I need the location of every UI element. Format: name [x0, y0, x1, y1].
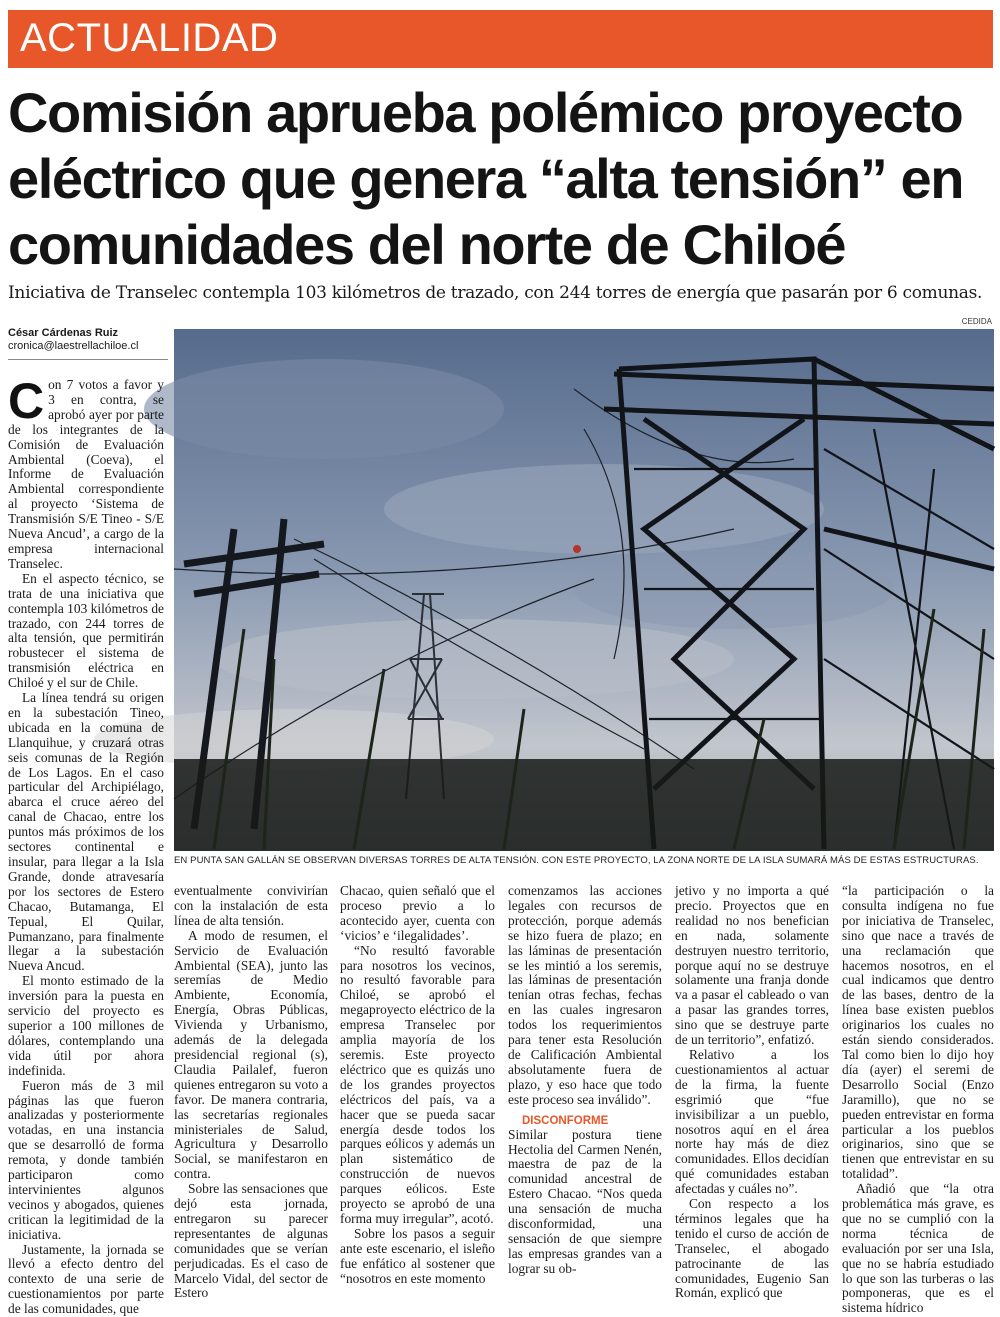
paragraph: “No resultó favorable para nosotros los vecinos, no resultó favorable para Chiloé, se aprobó el megaproyecto eléctrico de la empresa Transelec por amplia mayoría de los seremis. Este proyecto eléctrico que es quizás uno de los grandes proyectos eléctricos del país, va a hacer que se pueda sacar energía desde todos los parques eólicos y además un plan sistemático de construcción de nuevos parques eólicos. Este proyecto se aprobó de una forma muy irregular”, acotó. — [340, 942, 495, 1226]
section-banner — [8, 10, 993, 68]
article-column-6 — [842, 883, 994, 1316]
paragraph: Añadió que “la otra problemática más grave, es que no se cumplió con la norma técnica de evaluación por ser una Isla, que no se habría estudiado lo que son las turberas o las pomponeras, que es el sistema hídrico — [842, 1181, 994, 1316]
byline-email: cronica@laestrellachiloe.cl — [8, 340, 139, 352]
paragraph: En el aspecto técnico, se trata de una iniciativa que contempla 103 kilómetros de trazado, con 244 torres de alta tensión, que permitirán robustecer el sistema de transmisión eléctrica en Chiloé y el sur de Chile. — [8, 570, 164, 691]
photo-credit: CEDIDA — [961, 317, 992, 326]
article-photo — [174, 329, 994, 851]
paragraph: Fueron más de 3 mil páginas las que fueron analizadas y posteriormente votadas, en una instancia que se desarrolló de forma remota, y donde también participaron como intervinientes algunos vecinos y abogados, quienes critican la legitimidad de la iniciativa. — [8, 1077, 164, 1242]
article-column-2 — [174, 883, 328, 1301]
paragraph: comenzamos las acciones legales con recursos de protección, porque además se hizo fuera de plazo; en las láminas de presentación se les mintió a los seremis, las láminas de presentación tenían otras fechas, fechas en las cuales ingresaron todos los requerimientos para tener esta Resolución de Calificación Ambiental absolutamente fuera de plazo, y eso hace que todo este proceso sea inválido”. — [508, 883, 662, 1107]
paragraph: La línea tendrá su origen en la subestación Tineo, ubicada en la comuna de Llanquihue, y cruzará otras seis comunas de la Región de Los Lagos. En el caso particular del Archipiélago, abarca el cruce aéreo del canal de Chacao, entre los puntos más próximos de los sectores continental e insular, para llegar a la Isla Grande, donde atravesaría por los sectores de Estero Chacao, Butamanga, El Tepual, El Quilar, Pumanzano, para finalmente llegar a la subestación Nueva Ancud. — [8, 690, 164, 974]
byline-author: César Cárdenas Ruiz — [8, 327, 119, 339]
byline — [8, 327, 168, 360]
section-label: ACTUALIDAD — [20, 16, 279, 60]
dropcap: C — [8, 373, 45, 429]
power-towers-illustration — [174, 329, 994, 851]
article-column-4 — [508, 884, 662, 1294]
photo-caption: EN PUNTA SAN GALLÁN SE OBSERVAN DIVERSAS TORRES DE ALTA TENSIÓN. CON ESTE PROYECTO, LA ZONA NORTE DE LA ISLA SUMARÁ MÁS DE ESTAS ESTRUCTURAS. — [174, 855, 979, 866]
paragraph: Similar postura tiene Hectolia del Carmen Nenén, maestra de paz de la comunidad ancestral de Estero Chacao. “Nos queda una sensación de mucha disconformidad, una sensación de que siempre las empresas grandes van a lograr su ob- — [508, 1126, 662, 1276]
headline: Comisión aprueba polémico proyecto eléctrico que genera “alta tensión” en comunidades del norte de Chiloé — [8, 81, 964, 276]
section-subtitle: DISCONFORME — [522, 1114, 609, 1127]
paragraph: Relativo a los cuestionamientos al actuar de la firma, la fuente esgrimió que “fue invisibilizar a un pueblo, nosotros aquí en el área norte hay más de diez comunidades. Ellos decidían qué comunidades estaban afectadas y cuáles no”. — [675, 1046, 829, 1197]
paragraph: Justamente, la jornada se llevó a efecto dentro del contexto de una serie de cuestionamientos por parte de las comunidades, que — [8, 1241, 164, 1317]
article-column-3 — [340, 884, 495, 1294]
paragraph: “la participación o la consulta indígena no fue por iniciativa de Transelec, sino que nace a través de una reclamación que hacemos nosotros, en el cual indicamos que dentro de las bases, dentro de la línea base existen pueblos originarios los cuales no están siendo considerados. Tal como bien lo dijo hoy día (ayer) el seremi de Desarrollo Social (Enzo Jaramillo), que no se pueden entrevistar en forma particular a los pueblos originarios, sino que se tienen que entrevistar en su totalidad”. — [842, 883, 994, 1182]
paragraph: Con respecto a los términos legales que ha tenido el curso de acción de Transelec, el abogado patrocinante de las comunidades, Eugenio San Román, explicó que — [675, 1196, 829, 1301]
paragraph — [8, 373, 164, 572]
paragraph: El monto estimado de la inversión para la puesta en servicio del proyecto es superior a 100 millones de dólares, contemplando una vida útil por ahora indefinida. — [8, 973, 164, 1078]
article-column-5 — [675, 883, 829, 1301]
paragraph: Chacao, quien señaló que el proceso previo a lo acontecido ayer, cuenta con ‘vicios’ e ‘ilegalidades’. — [340, 883, 495, 943]
paragraph-text: on 7 votos a favor y 3 en contra, se aprobó ayer por parte de los integrantes de la Comisión de Evaluación Ambiental (Coeva), el Informe de Evaluación Ambiental correspondiente al proyecto ‘Sistema de Transmisión S/E Tineo - S/E Nueva Ancud’, a cargo de la empresa internacional Transelec. — [8, 377, 164, 571]
paragraph: jetivo y no importa a qué precio. Proyectos que en realidad no nos benefician en nada, solamente destruyen nuestro territorio, porque aquí no se destruye solamente una franja donde va a pasar el cableado o van a pasar las grandes torres, sino que se destruye parte de un territorio”, enfatizó. — [675, 883, 829, 1048]
subheadline: Iniciativa de Transelec contempla 103 kilómetros de trazado, con 244 torres de energía que pasarán por 6 comunas. — [8, 283, 983, 303]
paragraph: Sobre las sensaciones que dejó esta jornada, entregaron su parecer representantes de algunas comunidades que se verían perjudicadas. Es el caso de Marcelo Vidal, del sector de Estero — [174, 1181, 328, 1301]
paragraph: A modo de resumen, el Servicio de Evaluación Ambiental (SEA), junto las seremías de Medio Ambiente, Economía, Energía, Obras Públicas, Vivienda y Urbanismo, además de la delegada presidencial regional (s), Claudia Pailalef, fueron quienes entregaron su voto a favor. De manera contraria, las secretarías regionales ministeriales de Salud, Agricultura y Desarrollo Social, se manifestaron en contra. — [174, 927, 328, 1182]
article-column-1 — [8, 373, 164, 1317]
paragraph: eventualmente convivirían con la instalación de esta línea de alta tensión. — [174, 883, 328, 928]
paragraph: Sobre los pasos a seguir ante este escenario, el isleño fue enfático al sostener que “nosotros en este momento — [340, 1225, 495, 1286]
